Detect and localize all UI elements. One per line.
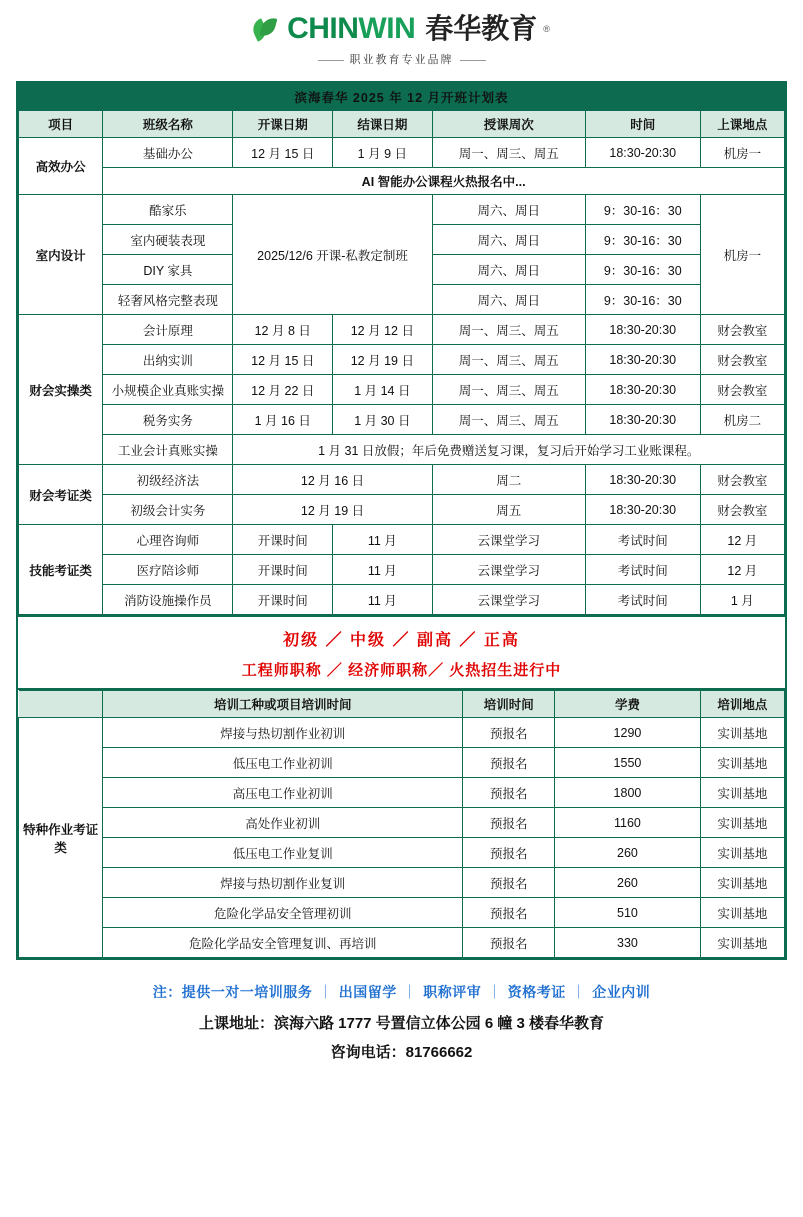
promo-banner-line2: 工程师职称 ／ 经济师职称／ 火热招生进行中: [241, 662, 562, 679]
footer-service-4: 资格考证: [507, 984, 566, 1000]
end-date: 11 月: [333, 555, 433, 585]
special-table-wrapper: [16, 690, 787, 960]
brand-logo-row: [0, 14, 803, 44]
class-name: 工业会计真账实操: [103, 435, 233, 465]
header-start-date: 开课日期: [233, 111, 333, 138]
promo-banner: [16, 617, 787, 690]
end-date: 11 月: [333, 585, 433, 615]
header-time: 时间: [585, 111, 700, 138]
table-row: [19, 525, 785, 555]
end-date: 12 月 12 日: [333, 315, 433, 345]
time: 9：30-16：30: [585, 195, 700, 225]
brand-name-chinese: 春华教育: [425, 13, 538, 44]
weekdays: 云课堂学习: [432, 555, 585, 585]
footer-service-1: 提供一对一培训服务: [181, 984, 313, 1000]
table-row: [19, 868, 785, 898]
course-name: 危险化学品安全管理初训: [103, 898, 463, 928]
table-row: [19, 315, 785, 345]
end-date: 1 月 14 日: [333, 375, 433, 405]
place: 财会教室: [700, 495, 784, 525]
time: 9：30-16：30: [585, 285, 700, 315]
table-row-promo: [19, 168, 785, 195]
fee: 1290: [555, 718, 701, 748]
class-name: 初级经济法: [103, 465, 233, 495]
time: 18:30-20:30: [585, 315, 700, 345]
footer-services-label: 注：: [152, 984, 182, 1000]
plan-table: [18, 83, 785, 615]
weekdays: 周六、周日: [432, 225, 585, 255]
header-training-place: 培训地点: [700, 691, 784, 718]
table-row: [19, 585, 785, 615]
training-place: 实训基地: [700, 718, 784, 748]
start-date: 12 月 22 日: [233, 375, 333, 405]
footer-services: 注：提供一对一培训服务 ｜ 出国留学 ｜ 职称评审 ｜ 资格考证 ｜ 企业内训: [152, 984, 651, 1000]
time: 18:30-20:30: [585, 405, 700, 435]
time: 考试时间: [585, 585, 700, 615]
fee: 510: [555, 898, 701, 928]
table-row: [19, 748, 785, 778]
place: 机房一: [700, 138, 784, 168]
class-name: 心理咨询师: [103, 525, 233, 555]
place: 12 月: [700, 525, 784, 555]
training-place: 实训基地: [700, 898, 784, 928]
start-date: 1 月 16 日: [233, 405, 333, 435]
training-place: 实训基地: [700, 778, 784, 808]
category-skill-certificate: 技能考证类: [19, 525, 103, 615]
time: 考试时间: [585, 555, 700, 585]
class-name: 小规模企业真账实操: [103, 375, 233, 405]
table-row: [19, 778, 785, 808]
category-interior-design: 室内设计: [19, 195, 103, 315]
training-time: 预报名: [463, 748, 555, 778]
merged-start-date: 2025/12/6 开课-私教定制班: [233, 195, 432, 315]
plan-table-wrapper: [16, 81, 787, 617]
fee: 1800: [555, 778, 701, 808]
footer: [0, 982, 803, 1062]
merged-date: 12 月 16 日: [233, 465, 432, 495]
training-place: 实训基地: [700, 928, 784, 958]
start-date: 12 月 15 日: [233, 138, 333, 168]
table-row: [19, 195, 785, 225]
header-class-name: 班级名称: [103, 111, 233, 138]
fee: 260: [555, 868, 701, 898]
course-name: 焊接与热切割作业初训: [103, 718, 463, 748]
start-date: 开课时间: [233, 525, 333, 555]
course-name: 高处作业初训: [103, 808, 463, 838]
training-place: 实训基地: [700, 868, 784, 898]
holiday-note: 1 月 31 日放假；年后免费赠送复习课，复习后开始学习工业账课程。: [233, 435, 785, 465]
start-date: 12 月 8 日: [233, 315, 333, 345]
table-row: [19, 345, 785, 375]
training-time: 预报名: [463, 898, 555, 928]
place: 财会教室: [700, 465, 784, 495]
course-name: 焊接与热切割作业复训: [103, 868, 463, 898]
time: 9：30-16：30: [585, 255, 700, 285]
class-name: 轻奢风格完整表现: [103, 285, 233, 315]
course-name: 低压电工作业复训: [103, 838, 463, 868]
time: 18:30-20:30: [585, 345, 700, 375]
table-row: [19, 928, 785, 958]
special-category-header-blank: [19, 691, 103, 718]
fee: 330: [555, 928, 701, 958]
training-time: 预报名: [463, 778, 555, 808]
weekdays: 周一、周三、周五: [432, 405, 585, 435]
merged-date: 12 月 19 日: [233, 495, 432, 525]
registered-mark: ®: [543, 24, 550, 34]
start-date: 12 月 15 日: [233, 345, 333, 375]
weekdays: 周六、周日: [432, 195, 585, 225]
end-date: 11 月: [333, 525, 433, 555]
fee: 1550: [555, 748, 701, 778]
table-row: [19, 898, 785, 928]
table-header-row: [19, 111, 785, 138]
end-date: 12 月 19 日: [333, 345, 433, 375]
weekdays: 周一、周三、周五: [432, 345, 585, 375]
class-name: 医疗陪诊师: [103, 555, 233, 585]
header-course: 培训工种或项目培训时间: [103, 691, 463, 718]
footer-service-2: 出国留学: [338, 984, 397, 1000]
place: 机房二: [700, 405, 784, 435]
training-time: 预报名: [463, 838, 555, 868]
footer-service-3: 职称评审: [423, 984, 482, 1000]
brand-header: [0, 0, 803, 67]
class-name: 会计原理: [103, 315, 233, 345]
brand-tagline: 职业教育专业品牌: [0, 51, 803, 67]
footer-service-5: 企业内训: [592, 984, 651, 1000]
time: 9：30-16：30: [585, 225, 700, 255]
table-row: [19, 838, 785, 868]
start-date: 开课时间: [233, 585, 333, 615]
class-name: 初级会计实务: [103, 495, 233, 525]
training-place: 实训基地: [700, 748, 784, 778]
time: 18:30-20:30: [585, 465, 700, 495]
class-name: 基础办公: [103, 138, 233, 168]
table-row: [19, 555, 785, 585]
header-place: 上课地点: [700, 111, 784, 138]
category-accounting-practice: 财会实操类: [19, 315, 103, 465]
promo-ai-office: AI 智能办公课程火热报名中...: [103, 168, 785, 195]
class-name: 室内硬装表现: [103, 225, 233, 255]
special-header-row: [19, 691, 785, 718]
weekdays: 周五: [432, 495, 585, 525]
table-row: [19, 138, 785, 168]
weekdays: 周六、周日: [432, 285, 585, 315]
header-training-time: 培训时间: [463, 691, 555, 718]
place: 12 月: [700, 555, 784, 585]
merged-place: 机房一: [700, 195, 784, 315]
table-row: [19, 718, 785, 748]
weekdays: 云课堂学习: [432, 585, 585, 615]
course-name: 危险化学品安全管理复训、再培训: [103, 928, 463, 958]
training-time: 预报名: [463, 928, 555, 958]
weekdays: 周二: [432, 465, 585, 495]
header-end-date: 结课日期: [333, 111, 433, 138]
weekdays: 周一、周三、周五: [432, 315, 585, 345]
place: 财会教室: [700, 345, 784, 375]
table-row-note: [19, 435, 785, 465]
class-name: 出纳实训: [103, 345, 233, 375]
course-name: 高压电工作业初训: [103, 778, 463, 808]
header-weekdays: 授课周次: [432, 111, 585, 138]
weekdays: 周六、周日: [432, 255, 585, 285]
class-name: DIY 家具: [103, 255, 233, 285]
training-place: 实训基地: [700, 808, 784, 838]
fee: 260: [555, 838, 701, 868]
place: 财会教室: [700, 315, 784, 345]
category-office: 高效办公: [19, 138, 103, 195]
special-operations-table: [18, 690, 785, 958]
brand-name-english: CHINWIN: [287, 12, 416, 45]
table-row: [19, 375, 785, 405]
footer-address: 上课地址：滨海六路 1777 号置信立体公园 6 幢 3 楼春华教育: [198, 1015, 605, 1032]
leaf-icon: [253, 16, 279, 42]
table-title: 滨海春华 2025 年 12 月开班计划表: [19, 84, 785, 111]
class-name: 消防设施操作员: [103, 585, 233, 615]
time: 考试时间: [585, 525, 700, 555]
category-accounting-certificate: 财会考证类: [19, 465, 103, 525]
weekdays: 云课堂学习: [432, 525, 585, 555]
weekdays: 周一、周三、周五: [432, 138, 585, 168]
table-row: [19, 808, 785, 838]
fee: 1160: [555, 808, 701, 838]
training-time: 预报名: [463, 718, 555, 748]
header-project: 项目: [19, 111, 103, 138]
time: 18:30-20:30: [585, 495, 700, 525]
training-place: 实训基地: [700, 838, 784, 868]
promo-banner-line1: 初级 ／ 中级 ／ 副高 ／ 正高: [283, 632, 520, 649]
training-time: 预报名: [463, 808, 555, 838]
footer-phone: 咨询电话：81766662: [330, 1044, 473, 1061]
start-date: 开课时间: [233, 555, 333, 585]
header-fee: 学费: [555, 691, 701, 718]
place: 1 月: [700, 585, 784, 615]
time: 18:30-20:30: [585, 375, 700, 405]
table-row: [19, 495, 785, 525]
end-date: 1 月 9 日: [333, 138, 433, 168]
time: 18:30-20:30: [585, 138, 700, 168]
place: 财会教室: [700, 375, 784, 405]
table-row: [19, 465, 785, 495]
course-name: 低压电工作业初训: [103, 748, 463, 778]
end-date: 1 月 30 日: [333, 405, 433, 435]
class-name: 税务实务: [103, 405, 233, 435]
weekdays: 周一、周三、周五: [432, 375, 585, 405]
table-row: [19, 405, 785, 435]
category-special-operations: 特种作业考证类: [19, 718, 103, 958]
class-name: 酷家乐: [103, 195, 233, 225]
table-title-row: [19, 84, 785, 111]
training-time: 预报名: [463, 868, 555, 898]
